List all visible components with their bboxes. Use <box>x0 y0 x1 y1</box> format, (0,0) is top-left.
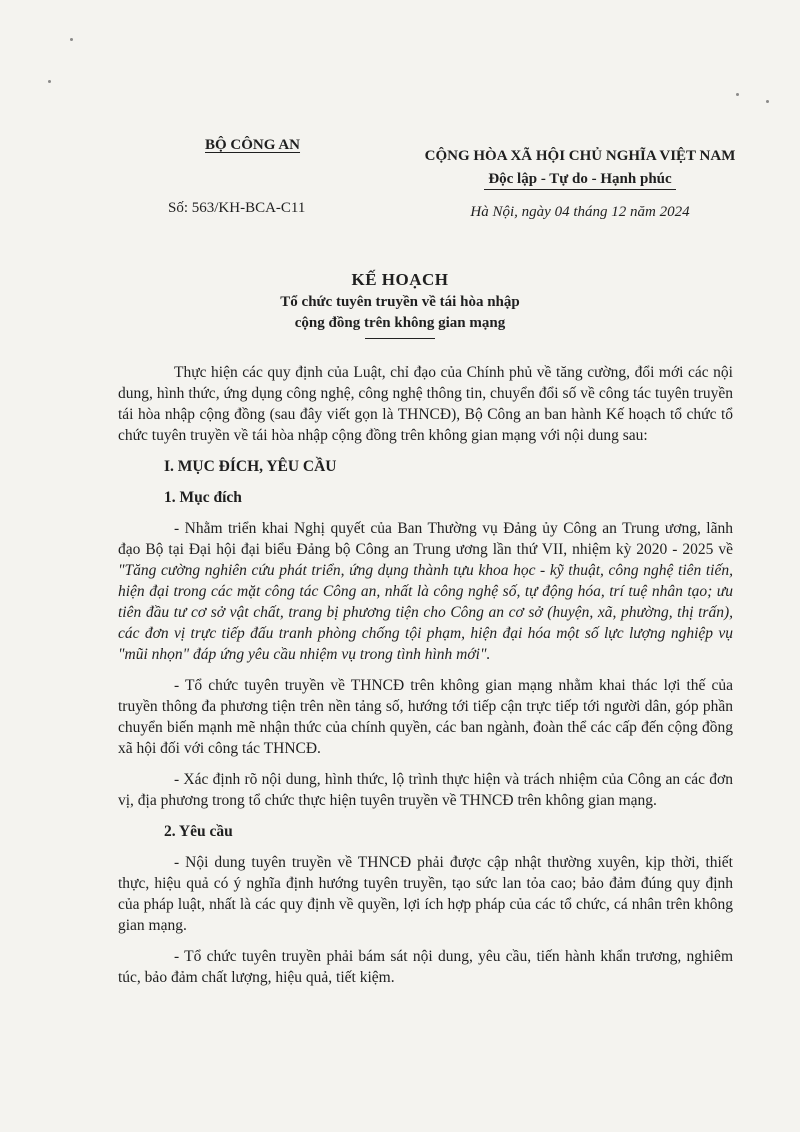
agency-name: BỘ CÔNG AN <box>205 137 301 153</box>
document-number: Số: 563/KH-BCA-C11 <box>168 200 306 216</box>
document-body <box>118 362 733 998</box>
national-motto: Độc lập - Tự do - Hạnh phúc <box>484 171 675 190</box>
scan-speck <box>736 93 739 96</box>
issuing-agency <box>168 137 306 216</box>
national-header <box>380 148 780 221</box>
paragraph-requirement-1: - Nội dung tuyên truyền về THNCĐ phải được cập nhật thường xuyên, kịp thời, thiết thực, hiệu quả có ý nghĩa định hướng tuyên truyền, tạo sức lan tỏa cao; bảo đảm đúng quy định của pháp luật, nhất là các quy định về quyền, lợi ích hợp pháp của các tổ chức, cá nhân trên không gian mạng. <box>118 854 733 934</box>
subsection-heading-requirements: 2. Yêu cầu <box>164 823 233 840</box>
scan-speck <box>766 100 769 103</box>
title-sub-line-1: Tổ chức tuyên truyền về tái hòa nhập <box>280 294 520 310</box>
scan-speck <box>70 38 73 41</box>
paragraph-requirement-2: - Tổ chức tuyên truyền phải bám sát nội dung, yêu cầu, tiến hành khẩn trương, nghiêm túc, bảo đảm chất lượng, hiệu quả, tiết kiệm. <box>118 948 733 986</box>
intro-paragraph: Thực hiện các quy định của Luật, chỉ đạo của Chính phủ về tăng cường, đổi mới các nội dung, hình thức, ứng dụng công nghệ, công nghệ thông tin, chuyển đổi số về công tác tuyên truyền tái hòa nhập cộng đồng (sau đây viết gọn là THNCĐ), Bộ Công an ban hành Kế hoạch tổ chức tổ chức tuyên truyền về tái hòa nhập cộng đồng trên không gian mạng với nội dung sau: <box>118 364 733 444</box>
scan-speck <box>48 80 51 83</box>
paragraph-purpose-1 <box>118 518 733 665</box>
document-title <box>0 270 800 339</box>
country-name: CỘNG HÒA XÃ HỘI CHỦ NGHĨA VIỆT NAM <box>424 148 736 164</box>
subsection-heading-purpose: 1. Mục đích <box>164 489 242 506</box>
title-sub-line-2: cộng đồng trên không gian mạng <box>294 315 506 331</box>
quoted-resolution: "Tăng cường nghiên cứu phát triển, ứng dụng thành tựu khoa học - kỹ thuật, công nghệ tiên tiến, hiện đại trong các mặt công tác Công an, nhất là công nghệ số, tự động hóa, trí tuệ nhân tạo; ưu tiên đầu tư cơ sở vật chất, trang bị phương tiện cho Công an cơ sở (huyện, xã, phường, thị trấn), các đơn vị trực tiếp đấu tranh phòng chống tội phạm, hiện đại hóa một số lực lượng nghiệp vụ "mũi nhọn" đáp ứng yêu cầu nhiệm vụ trong tình hình mới". <box>118 562 733 663</box>
paragraph-purpose-3: - Xác định rõ nội dung, hình thức, lộ trình thực hiện và trách nhiệm của Công an các đơn vị, địa phương trong tổ chức thực hiện tuyên truyền về THNCĐ trên không gian mạng. <box>118 771 733 809</box>
issue-date: Hà Nội, ngày 04 tháng 12 năm 2024 <box>470 204 690 220</box>
paragraph-text: - Nhằm triển khai Nghị quyết của Ban Thường vụ Đảng ủy Công an Trung ương, lãnh đạo Bộ tại Đại hội đại biểu Đảng bộ Công an Trung ương lần thứ VII, nhiệm kỳ 2020 - 2025 về <box>118 520 733 558</box>
title-underline <box>365 338 435 339</box>
title-main: KẾ HOẠCH <box>351 270 449 289</box>
section-heading: I. MỤC ĐÍCH, YÊU CẦU <box>164 458 337 475</box>
paragraph-purpose-2: - Tổ chức tuyên truyền về THNCĐ trên không gian mạng nhằm khai thác lợi thế của truyền thông đa phương tiện trên nền tảng số, hướng tới tiếp cận trực tiếp tới người dân, góp phần chuyển biến mạnh mẽ nhận thức của chính quyền, các ban ngành, đoàn thể các cấp đến cộng đồng xã hội đối với công tác THNCĐ. <box>118 677 733 757</box>
